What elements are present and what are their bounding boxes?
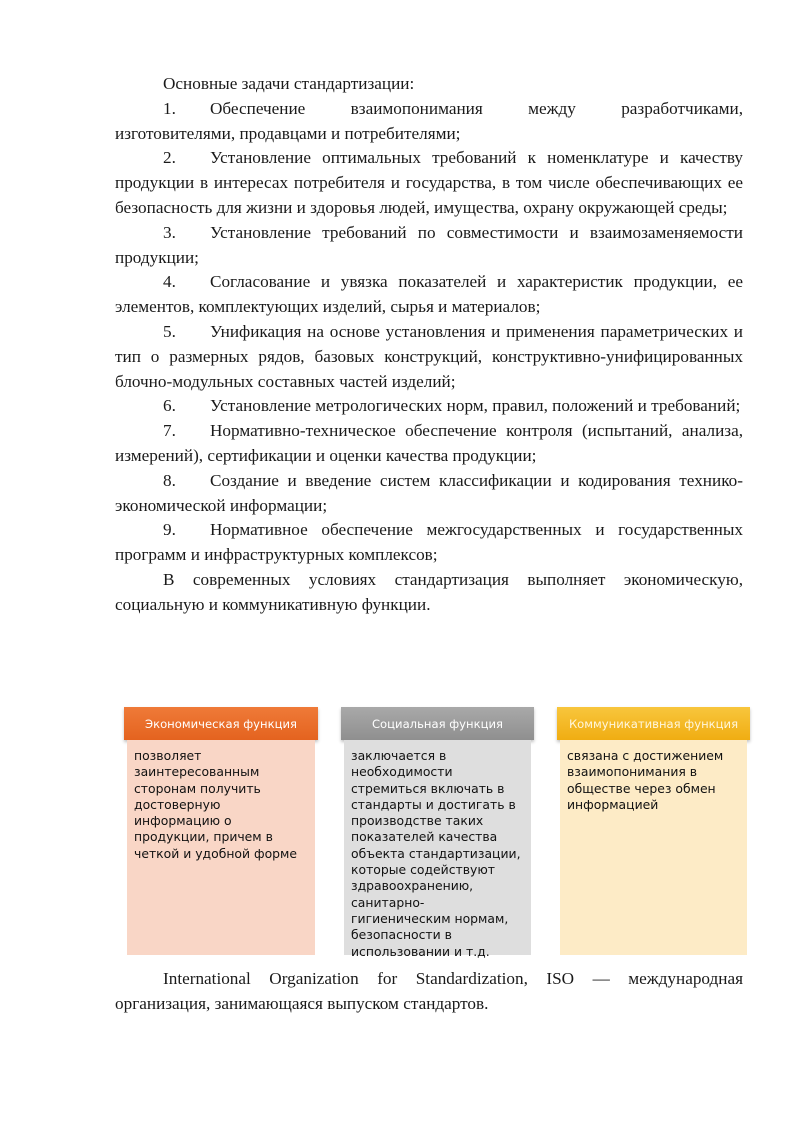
task-item (115, 320, 743, 394)
task-number: 8. (163, 470, 176, 490)
social-function-title: Социальная функция (341, 707, 534, 740)
social-function-card (341, 707, 534, 959)
communicative-function-text: связана с достижением взаимопонимания в обществе через обмен информацией (560, 740, 747, 955)
economic-function-title: Экономическая функция (124, 707, 318, 740)
task-item (115, 394, 743, 419)
task-text: Создание и введение систем классификации и кодирования технико-экономической информации; (115, 470, 743, 515)
economic-function-text: позволяет заинтересованным сторонам получить достоверную информацию о продукции, причем в четкой и удобной форме (127, 740, 315, 955)
communicative-function-title: Коммуникативная функция (557, 707, 750, 740)
task-number: 6. (163, 396, 176, 416)
task-text: Нормативное обеспечение межгосударственных и государственных программ и инфраструктурных комплексов; (115, 520, 743, 565)
task-item (115, 270, 743, 320)
task-item (115, 419, 743, 469)
task-text: Унификация на основе установления и применения параметрических и тип о размерных рядов, базовых конструкций, конструктивно-унифицированных блочно-модульных составных частей изделий; (115, 321, 743, 391)
task-text: Установление метрологических норм, правил, положений и требований; (210, 396, 741, 416)
intro-paragraph: Основные задачи стандартизации: (163, 74, 415, 93)
task-item (115, 518, 743, 568)
task-number: 7. (163, 421, 176, 441)
task-item (115, 146, 743, 220)
functions-paragraph: В современных условиях стандартизация выполняет экономическую, социальную и коммуникативную функции. (115, 569, 743, 614)
task-text: Обеспечение взаимопонимания между разработчиками, изготовителями, продавцами и потребителями; (115, 98, 743, 143)
task-text: Установление оптимальных требований к номенклатуре и качеству продукции в интересах потребителя и государства, в том числе обеспечивающих ее безопасность для жизни и здоровья людей, имущества, охрану окружающей среды; (115, 148, 743, 217)
task-text: Установление требований по совместимости и взаимозаменяемости продукции; (115, 222, 743, 267)
communicative-function-card (557, 707, 750, 955)
task-number: 4. (163, 272, 176, 292)
task-item (115, 469, 743, 519)
iso-paragraph: International Organization for Standardization, ISO — международная организация, занимающаяся выпуском стандартов. (115, 969, 743, 1013)
task-number: 3. (163, 222, 176, 242)
task-number: 9. (163, 520, 176, 540)
economic-function-card (124, 707, 318, 955)
task-item (115, 221, 743, 271)
task-text: Нормативно-техническое обеспечение контроля (испытаний, анализа, измерений), сертификации и оценки качества продукции; (115, 421, 743, 465)
task-number: 2. (163, 148, 176, 168)
task-text: Согласование и увязка показателей и характеристик продукции, ее элементов, комплектующих изделий, сырья и материалов; (115, 272, 743, 317)
task-item (115, 97, 743, 147)
functions-diagram (124, 707, 750, 959)
closing-text (115, 967, 743, 1017)
social-function-text: заключается в необходимости стремиться включать в стандарты и достигать в производстве таких показателей качества объекта стандартизации, которые содействуют здравоохранению, санитарно-гигиеническим нормам, безопасности в использовании и т.д. (344, 740, 531, 955)
task-number: 1. (163, 98, 176, 118)
task-number: 5. (163, 321, 176, 341)
main-text (115, 72, 743, 618)
